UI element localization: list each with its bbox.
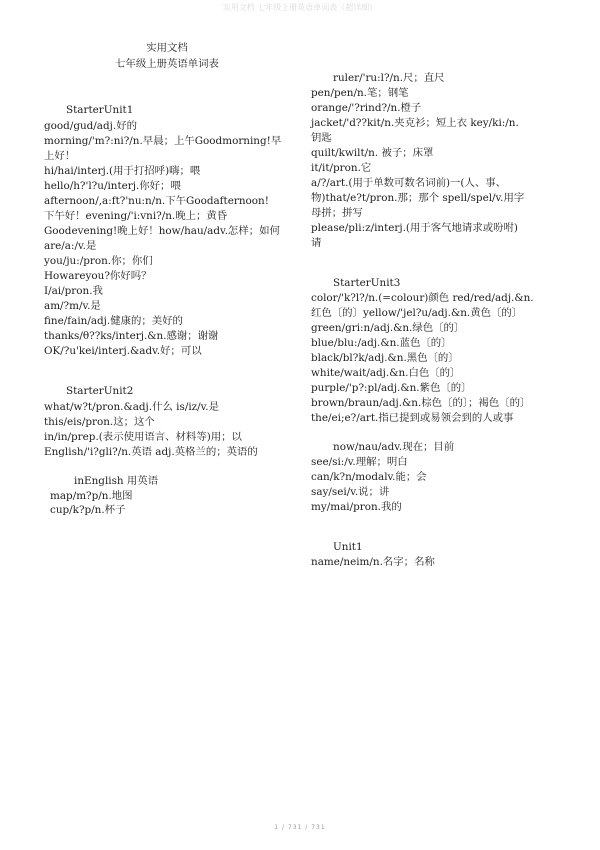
vocab-line: what/w?t/pron.&adj.什么 is/iz/v.是: [44, 401, 219, 413]
vocab-line: orange/'?rind?/n.橙子: [311, 102, 422, 114]
vocab-line: 母拼；拼写: [311, 207, 363, 219]
vocab-line: Goodevening!晚上好！how/hau/adv.怎样；如何: [44, 225, 280, 237]
vocab-line: 请: [311, 237, 322, 249]
vocab-line: 下午好！evening/'i:vni?/n.晚上；黄昏: [44, 210, 228, 222]
vocab-line: good/gud/adj.好的: [44, 120, 137, 132]
vocab-line: it/it/pron.它: [311, 162, 372, 174]
running-header: 实用文档 七年级上册英语单词表（超详细）: [222, 3, 378, 12]
vocab-line: a/?/art.(用于单数可数名词前)一(人、事、: [311, 177, 507, 189]
vocab-line: jacket/'d??kit/n.夹克衫；短上衣 key/ki:/n.: [311, 117, 519, 129]
vocab-line: afternoon/,a:ft?'nu:n/n.下午Goodafternoon!: [44, 195, 269, 207]
vocab-line: inEnglish 用英语: [74, 475, 159, 487]
vocab-line: say/sei/v.说；讲: [311, 486, 390, 498]
section-heading: StarterUnit3: [333, 277, 401, 289]
vocab-line: 钥匙: [311, 132, 332, 144]
vocab-line: are/a:/v.是: [44, 240, 97, 252]
vocab-line: hi/hai/interj.(用于打招呼)嗨；喂: [44, 165, 201, 177]
vocab-line: 上好！: [44, 150, 76, 162]
doc-label: 实用文档: [146, 42, 188, 54]
vocab-line: hello/h?'l?u/interj.你好；喂: [44, 180, 181, 192]
section-heading: StarterUnit2: [66, 385, 134, 397]
vocab-line: morning/'m?:ni?/n.早晨；上午Goodmorning!早: [44, 135, 282, 147]
section-heading: Unit1: [333, 541, 363, 553]
vocab-line: I/ai/pron.我: [44, 285, 103, 297]
vocab-line: 物)that/e?t/pron.那；那个 spell/spel/v.用字: [311, 192, 525, 204]
vocab-line: my/mai/pron.我的: [311, 501, 402, 513]
page-number: 1 / 731 / 731: [274, 824, 326, 831]
vocab-line: can/k?n/modalv.能；会: [311, 471, 427, 483]
vocab-line: map/m?p/n.地图: [50, 490, 133, 502]
vocab-line: you/ju:/pron.你；你们: [44, 255, 153, 267]
vocab-line: quilt/kwilt/n. 被子；床罩: [311, 147, 434, 159]
vocab-line: color/'k?l?/n.(=colour)颜色 red/red/adj.&n.: [311, 292, 534, 304]
vocab-line: thanks/θ??ks/interj.&n.感谢；谢谢: [44, 330, 219, 342]
vocab-line: see/si:/v.理解；明白: [311, 456, 408, 468]
vocab-line: am/?m/v.是: [44, 300, 101, 312]
vocab-line: Howareyou?你好吗？: [44, 270, 152, 282]
vocab-line: now/nau/adv.现在；目前: [333, 441, 455, 453]
doc-title: 七年级上册英语单词表: [115, 58, 219, 70]
vocab-line: cup/k?p/n.杯子: [50, 504, 126, 516]
vocab-line: 红色〔的〕yellow/'jel?u/adj.&n.黄色〔的〕: [311, 307, 523, 319]
vocab-line: name/neim/n.名字；名称: [311, 556, 435, 568]
vocab-line: pen/pen/n.笔；钢笔: [311, 87, 409, 99]
vocab-line: brown/braun/adj.&n.棕色〔的〕；褐色〔的〕: [311, 397, 531, 409]
vocab-line: black/bl?k/adj.&n.黑色〔的〕: [311, 352, 459, 364]
vocab-line: English/'i?gli?/n.英语 adj.英格兰的；英语的: [44, 446, 258, 458]
vocab-line: ruler/'ru:l?/n.尺；直尺: [333, 72, 445, 84]
vocab-line: this/eis/pron.这；这个: [44, 416, 155, 428]
vocab-line: blue/blu:/adj.&n.蓝色〔的〕: [311, 337, 452, 349]
vocab-line: the/ei;e?/art.指已提到或易领会到的人或事: [311, 412, 514, 424]
vocab-line: please/pli:z/interj.(用于客气地请求或吩咐): [311, 222, 518, 234]
vocab-line: fine/fain/adj.健康的；美好的: [44, 315, 183, 327]
vocab-line: purple/'p?:pl/adj.&n.紫色〔的〕: [311, 382, 472, 394]
vocab-line: green/gri:n/adj.&n.绿色〔的〕: [311, 322, 465, 334]
vocab-line: OK/?u'kei/interj.&adv.好；可以: [44, 345, 202, 357]
vocab-line: white/wait/adj.&n.白色〔的〕: [311, 367, 461, 379]
vocab-line: in/in/prep.(表示使用语言、材料等)用；以: [44, 431, 242, 443]
section-heading: StarterUnit1: [66, 104, 134, 116]
